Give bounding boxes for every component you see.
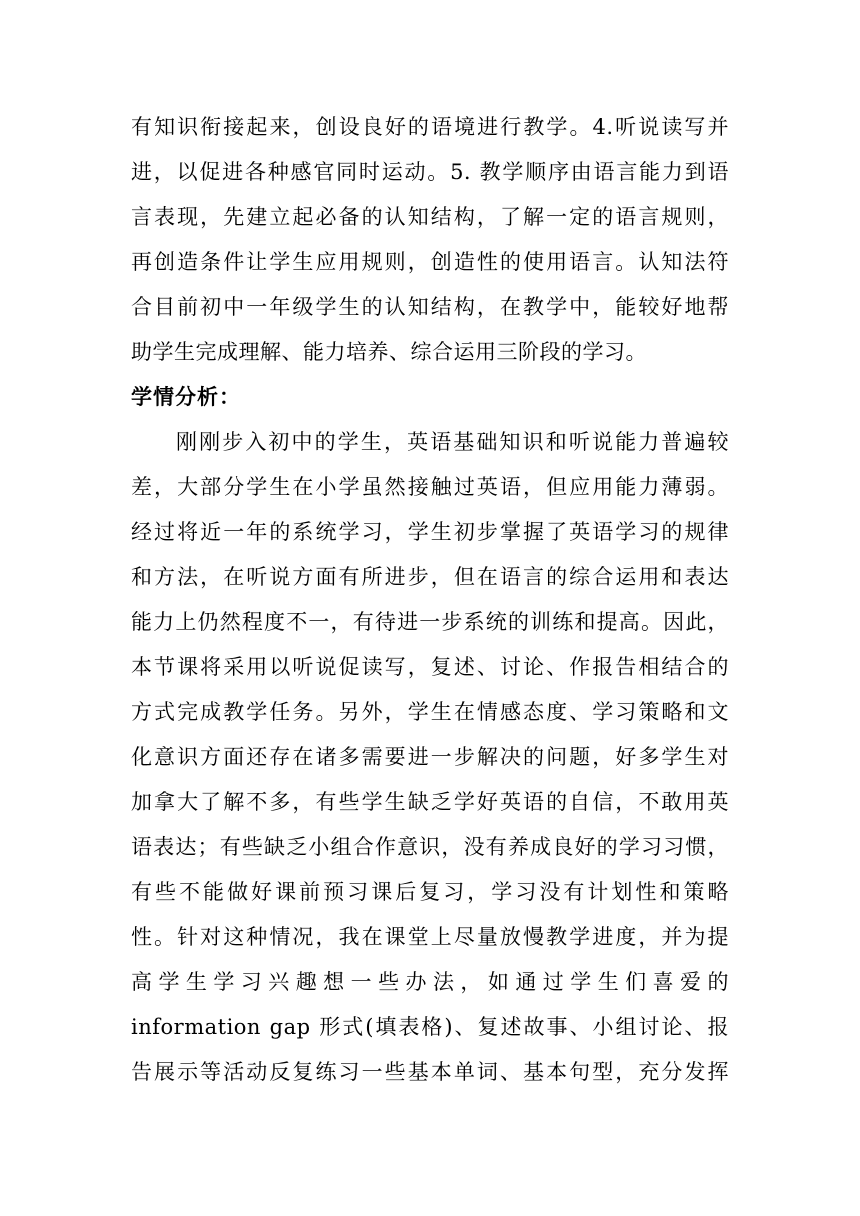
paragraph-2-line-1: 刚刚步入初中的学生，英语基础知识和听说能力普遍较 [176, 430, 729, 454]
paragraph-2-line-14: information gap 形式(填表格)、复述故事、小组讨论、报 [131, 1015, 729, 1039]
paragraph-2-line-13: 高学生学习兴趣想一些办法，如通过学生们喜爱的 [131, 970, 729, 994]
paragraph-2-line-6: 本节课将采用以听说促读写，复述、讨论、作报告相结合的 [131, 655, 729, 679]
paragraph-1-line-3: 言表现，先建立起必备的认知结构，了解一定的语言规则， [131, 205, 729, 229]
paragraph-2-line-9: 加拿大了解不多，有些学生缺乏学好英语的自信，不敢用英 [131, 790, 729, 814]
paragraph-1-line-2: 进，以促进各种感官同时运动。5. 教学顺序由语言能力到语 [131, 160, 729, 184]
paragraph-2-line-15: 告展示等活动反复练习一些基本单词、基本句型，充分发挥 [131, 1060, 729, 1084]
section-heading: 学情分析： [131, 385, 241, 409]
paragraph-1-line-1: 有知识衔接起来，创设良好的语境进行教学。4.听说读写并 [131, 115, 729, 139]
paragraph-2-line-8: 化意识方面还存在诸多需要进一步解决的问题，好多学生对 [131, 745, 729, 769]
paragraph-2-line-5: 能力上仍然程度不一，有待进一步系统的训练和提高。因此， [131, 610, 729, 634]
paragraph-2-line-3: 经过将近一年的系统学习，学生初步掌握了英语学习的规律 [131, 520, 729, 544]
paragraph-2-line-7: 方式完成教学任务。另外，学生在情感态度、学习策略和文 [131, 700, 729, 724]
paragraph-2-line-4: 和方法，在听说方面有所进步，但在语言的综合运用和表达 [131, 565, 729, 589]
paragraph-2-line-2: 差，大部分学生在小学虽然接触过英语，但应用能力薄弱。 [131, 475, 729, 499]
paragraph-2-line-10: 语表达；有些缺乏小组合作意识，没有养成良好的学习习惯， [131, 835, 729, 859]
paragraph-1-line-5: 合目前初中一年级学生的认知结构，在教学中，能较好地帮 [131, 295, 729, 319]
paragraph-1-line-6: 助学生完成理解、能力培养、综合运用三阶段的学习。 [131, 340, 647, 364]
paragraph-2-line-11: 有些不能做好课前预习课后复习，学习没有计划性和策略 [131, 880, 729, 904]
paragraph-1-line-4: 再创造条件让学生应用规则，创造性的使用语言。认知法符 [131, 250, 729, 274]
paragraph-2-line-12: 性。针对这种情况，我在课堂上尽量放慢教学进度，并为提 [131, 925, 729, 949]
